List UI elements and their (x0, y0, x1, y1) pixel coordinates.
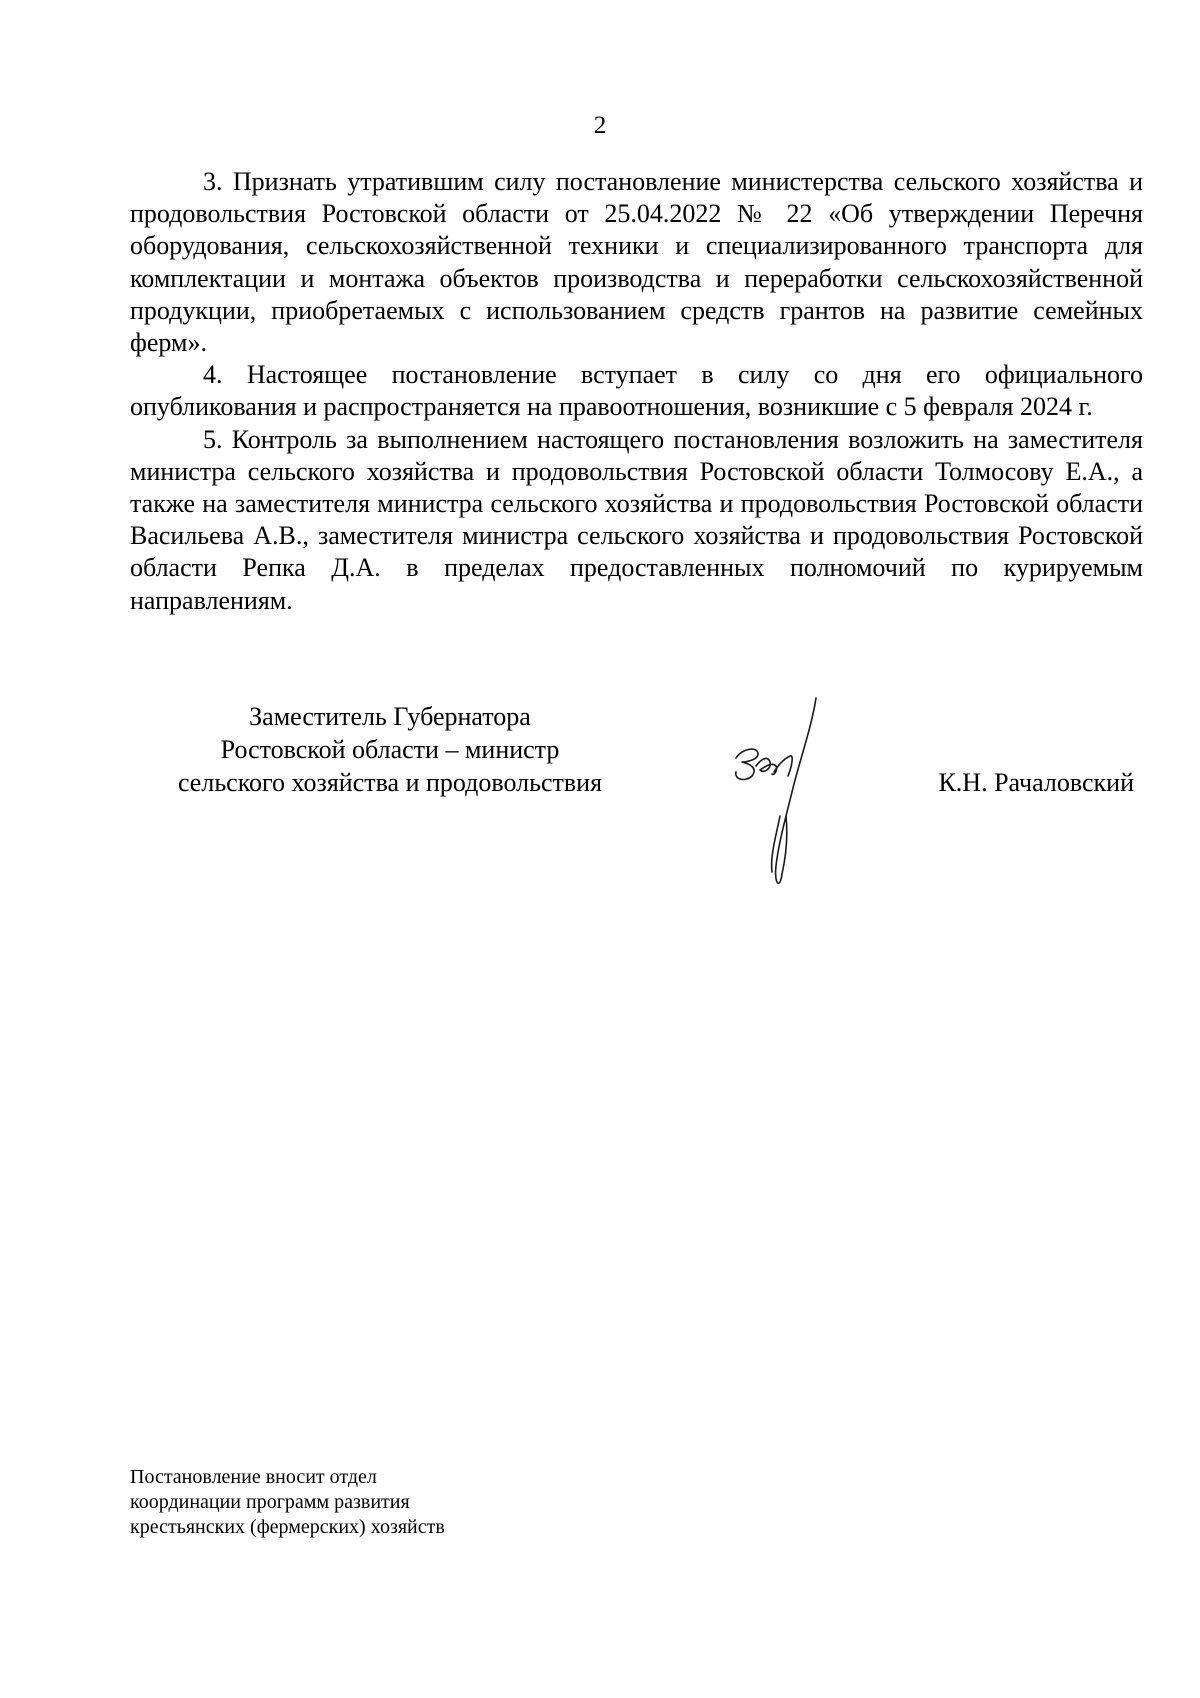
page-number: 2 (593, 112, 607, 139)
footer-note-line: крестьянских (фермерских) хозяйств (130, 1516, 445, 1538)
document-body (130, 166, 1143, 617)
footer-note-line: координации программ развития (130, 1491, 410, 1513)
signatory-title (130, 700, 650, 799)
footer-note (130, 1465, 730, 1540)
signatory-title-line: Заместитель Губернатора (249, 702, 531, 731)
signer-name: К.Н. Рачаловский (938, 768, 1134, 797)
signatory-title-line: Ростовской области – министр (220, 735, 560, 764)
paragraph-5: 5. Контроль за выполнением настоящего постановления возложить на заместителя министра сельского хозяйства и продовольствия Ростовской области Толмосову Е.А., а также на заместителя министра сельского хозяйства и продовольствия Ростовской области Васильева А.В., заместителя министра сельского хозяйства и продовольствия Ростовской области Репка Д.А. в пределах предоставленных полномочий по курируемым направлениям. (130, 424, 1143, 615)
footer-note-line: Постановление вносит отдел (130, 1466, 377, 1488)
paragraph-4: 4. Настоящее постановление вступает в силу со дня его официального опубликования и распространяется на правоотношения, возникшие с 5 февраля 2024 г. (130, 360, 1143, 422)
handwritten-signature (728, 696, 838, 896)
paragraph-3: 3. Признать утратившим силу постановление министерства сельского хозяйства и продовольствия Ростовской области от 25.04.2022 № 22 «Об утверждении Перечня оборудования, сельскохозяйственной техники и специализированного транспорта для комплектации и монтажа объектов производства и переработки сельскохозяйственной продукции, приобретаемых с использованием средств грантов на развитие семейных ферм». (130, 167, 1143, 358)
signatory-title-line: сельского хозяйства и продовольствия (177, 768, 603, 797)
